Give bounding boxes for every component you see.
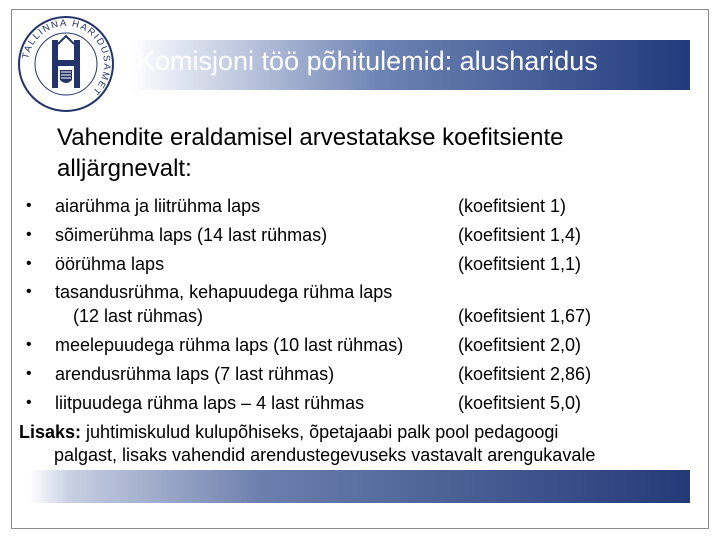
bullet: • <box>26 226 32 243</box>
item-coefficient: (koefitsient 2,0) <box>458 335 582 355</box>
intro-line-2: alljärgnevalt: <box>57 155 192 182</box>
bullet: • <box>26 197 32 214</box>
bullet: • <box>26 336 32 353</box>
item-label: tasandusrühma, kehapuudega rühma laps <box>55 282 393 302</box>
item-coefficient: (koefitsient 1,1) <box>458 254 582 274</box>
additional-note-line-2: palgast, lisaks vahendid arendustegevuseks vastavalt arengukavale <box>54 445 596 465</box>
bullet: • <box>26 255 32 272</box>
additional-note <box>19 421 558 444</box>
footer-bar <box>30 470 690 503</box>
tallinna-haridusamet-logo <box>16 14 116 114</box>
item-label: arendusrühma laps (7 last rühmas) <box>55 364 335 384</box>
item-coefficient: (koefitsient 2,86) <box>458 364 592 384</box>
item-label: liitpuudega rühma laps – 4 last rühmas <box>55 393 365 413</box>
note-label: Lisaks: <box>19 422 82 442</box>
intro-line-1: Vahendite eraldamisel arvestatakse koefitsiente <box>57 124 564 151</box>
item-label: meelepuudega rühma laps (10 last rühmas) <box>55 335 404 355</box>
item-label: aiarühma ja liitrühma laps <box>55 196 261 216</box>
bullet: • <box>26 365 32 382</box>
page-title: Komisjoni töö põhitulemid: alusharidus <box>137 46 598 76</box>
bullet: • <box>26 394 32 411</box>
note-text: juhtimiskulud kulupõhiseks, õpetajaabi palk pool pedagoogi <box>81 422 559 442</box>
item-coefficient: (koefitsient 1,67) <box>458 306 592 326</box>
item-coefficient: (koefitsient 1) <box>458 196 567 216</box>
item-label-continued: (12 last rühmas) <box>73 306 204 326</box>
item-label: sõimerühma laps (14 last rühmas) <box>55 225 328 245</box>
item-label: öörühma laps <box>55 254 165 274</box>
item-coefficient: (koefitsient 5,0) <box>458 393 582 413</box>
intro-text <box>57 122 564 184</box>
item-coefficient: (koefitsient 1,4) <box>458 225 582 245</box>
svg-text:TALLINNA HARIDUSAMET: TALLINNA HARIDUSAMET <box>20 17 113 98</box>
bullet: • <box>26 283 32 300</box>
